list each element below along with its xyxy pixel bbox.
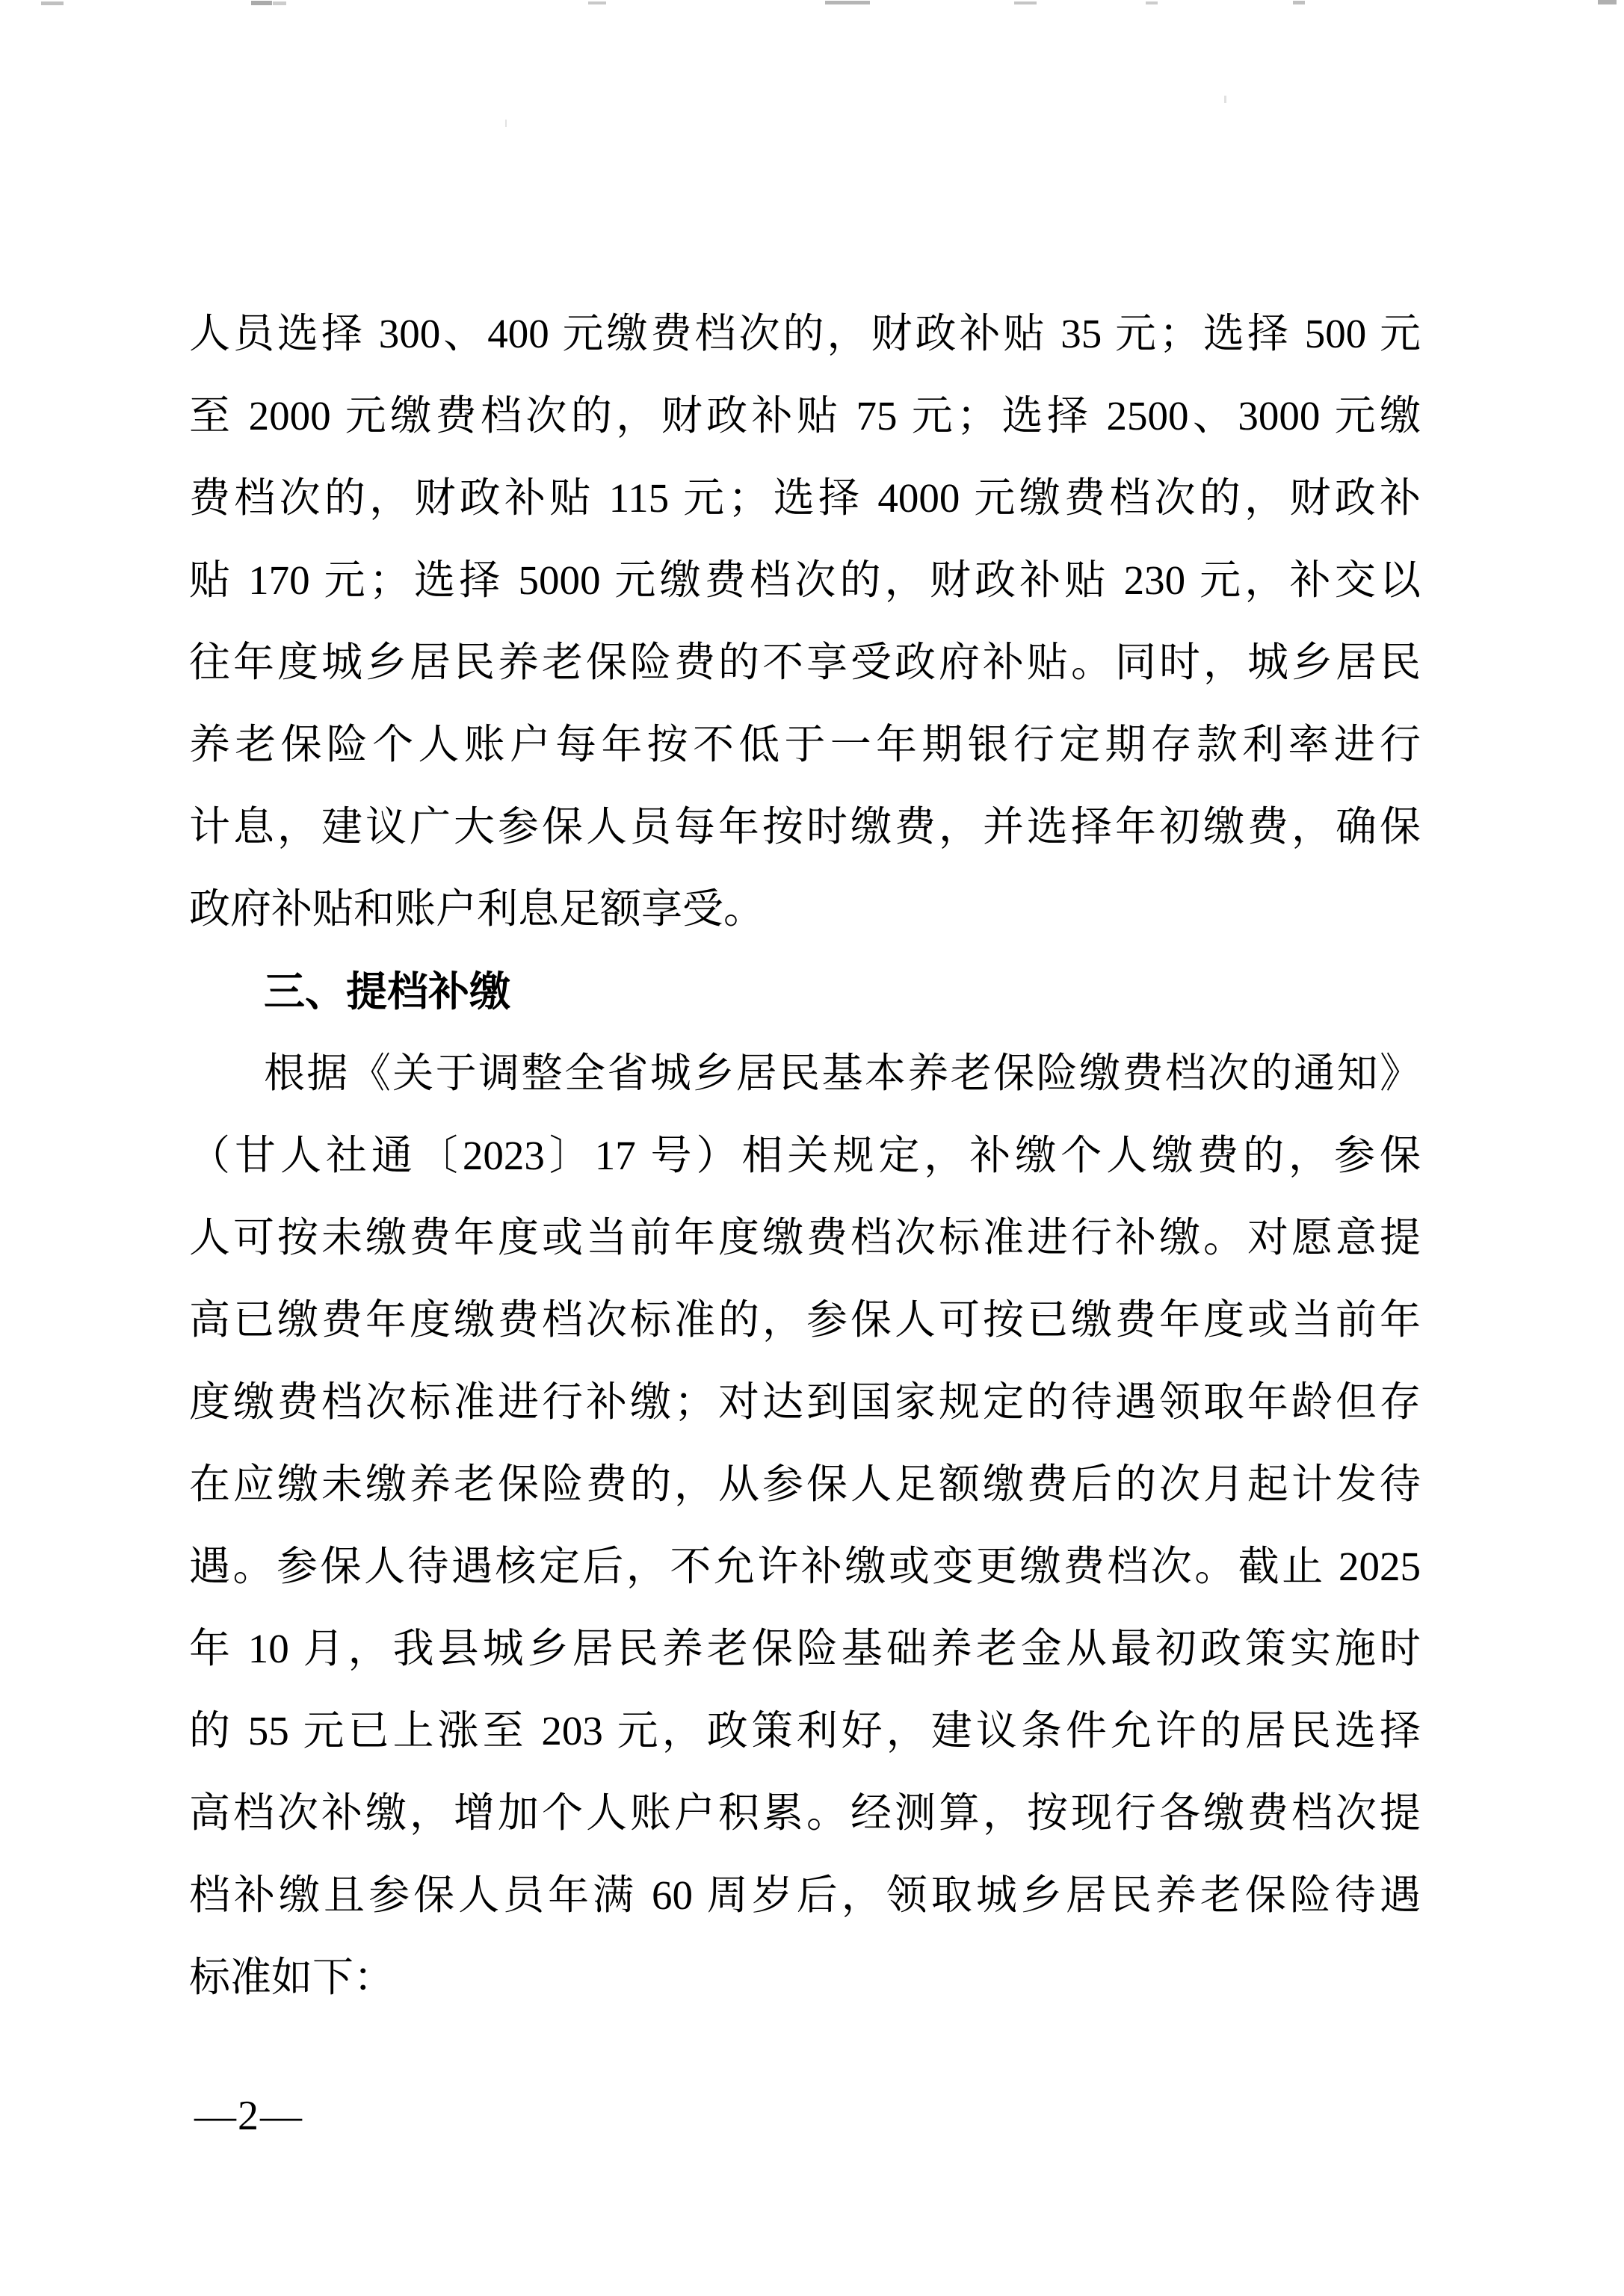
document-body [189,293,1421,2019]
text-line: 往年度城乡居民养老保险费的不享受政府补贴。同时，城乡居民 [189,640,1421,685]
text-line: 年 10 月，我县城乡居民养老保险基础养老金从最初政策实施时 [189,1626,1421,1671]
page-number: —2— [194,2093,303,2139]
text-line: 计息，建议广大参保人员每年按时缴费，并选择年初缴费，确保 [189,804,1421,850]
scan-artifact [41,1,64,5]
text-line: 标准如下： [189,1955,395,2000]
text-line: 根据《关于调整全省城乡居民基本养老保险缴费档次的通知》 [264,1050,1421,1096]
scan-artifact [1014,1,1037,4]
scan-artifact [505,120,507,127]
text-line: （甘人社通〔2023〕17 号）相关规定，补缴个人缴费的，参保 [189,1133,1421,1178]
text-line: 政府补贴和账户利息足额享受。 [189,886,765,932]
text-line: 高档次补缴，增加个人账户积累。经测算，按现行各缴费档次提 [189,1790,1421,1836]
scan-artifact [588,1,606,4]
text-line: 人员选择 300、400 元缴费档次的，财政补贴 35 元；选择 500 元 [189,311,1421,356]
scan-artifact [251,1,272,5]
section-heading: 三、提档补缴 [264,968,511,1015]
text-line: 在应缴未缴养老保险费的，从参保人足额缴费后的次月起计发待 [189,1461,1421,1507]
scan-artifact [825,1,870,4]
scan-artifact [273,1,286,5]
text-line: 高已缴费年度缴费档次标准的，参保人可按已缴费年度或当前年 [189,1297,1421,1343]
text-line: 度缴费档次标准进行补缴；对达到国家规定的待遇领取年龄但存 [189,1379,1421,1425]
text-line: 的 55 元已上涨至 203 元，政策利好，建议条件允许的居民选择 [189,1708,1421,1754]
text-line: 人可按未缴费年度或当前年度缴费档次标准进行补缴。对愿意提 [189,1215,1421,1260]
text-line: 费档次的，财政补贴 115 元；选择 4000 元缴费档次的，财政补 [189,475,1421,521]
text-line: 档补缴且参保人员年满 60 周岁后，领取城乡居民养老保险待遇 [189,1872,1421,1918]
text-line: 遇。参保人待遇核定后，不允许补缴或变更缴费档次。截止 2025 [189,1544,1421,1589]
text-line: 贴 170 元；选择 5000 元缴费档次的，财政补贴 230 元，补交以 [189,557,1421,603]
scan-artifact [1224,96,1226,103]
scan-artifact [1293,1,1305,4]
scan-artifact [1146,1,1158,4]
text-line: 养老保险个人账户每年按不低于一年期银行定期存款利率进行 [189,722,1421,767]
text-line: 至 2000 元缴费档次的，财政补贴 75 元；选择 2500、3000 元缴 [189,393,1421,439]
scan-artifact [1598,0,1617,4]
